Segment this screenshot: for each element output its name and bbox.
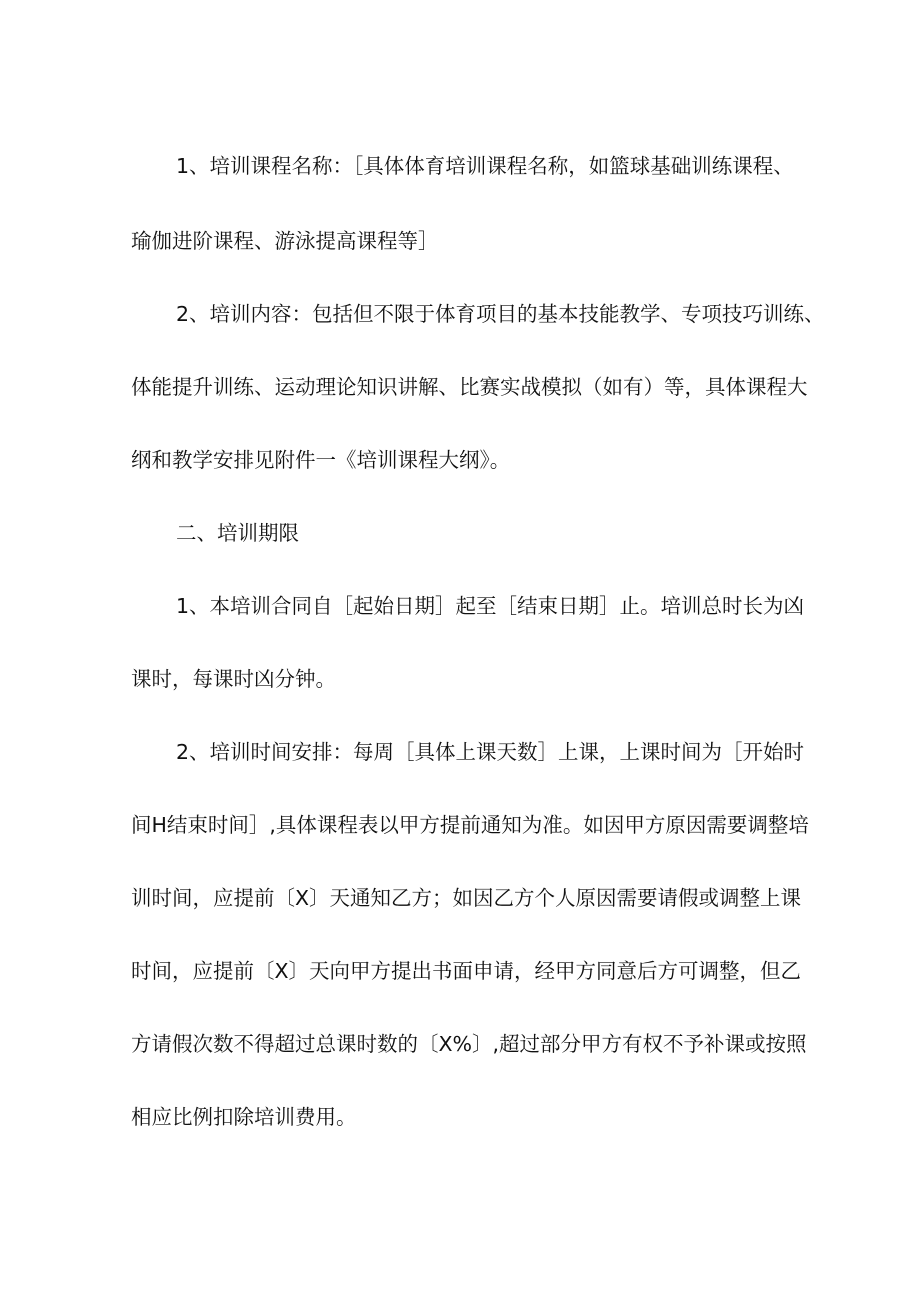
schedule-line-3: 训时间，应提前〔X〕天通知乙方；如因乙方个人原因需要请假或调整上课 <box>131 886 802 910</box>
contract-period-line-1: 1、本培训合同自［起始日期］起至［结束日期］止。培训总时长为凶 <box>176 594 805 618</box>
schedule-line-4: 时间，应提前〔X〕天向甲方提出书面申请，经甲方同意后方可调整，但乙 <box>131 959 802 983</box>
schedule-line-5: 方请假次数不得超过总课时数的〔X%〕,超过部分甲方有权不予补课或按照 <box>131 1032 807 1056</box>
section-heading-training-period: 二、培训期限 <box>176 521 299 545</box>
training-content-line-1: 2、培训内容：包括但不限于体育项目的基本技能教学、专项技巧训练、 <box>176 302 825 326</box>
schedule-line-6: 相应比例扣除培训费用。 <box>131 1105 357 1129</box>
schedule-line-1: 2、培训时间安排：每周［具体上课天数］上课，上课时间为［开始时 <box>176 740 805 764</box>
training-content-line-2: 体能提升训练、运动理论知识讲解、比赛实战模拟（如有）等，具体课程大 <box>131 375 808 399</box>
course-name-line-1: 1、培训课程名称：［具体体育培训课程名称，如篮球基础训练课程、 <box>176 154 794 178</box>
contract-period-line-2: 课时，每课时凶分钟。 <box>131 667 336 691</box>
schedule-line-2: 间H结束时间］,具体课程表以甲方提前通知为准。如因甲方原因需要调整培 <box>131 813 809 837</box>
training-content-line-3: 纲和教学安排见附件一《培训课程大纲》。 <box>131 448 511 472</box>
course-name-line-2: 瑜伽进阶课程、游泳提高课程等］ <box>131 229 439 253</box>
